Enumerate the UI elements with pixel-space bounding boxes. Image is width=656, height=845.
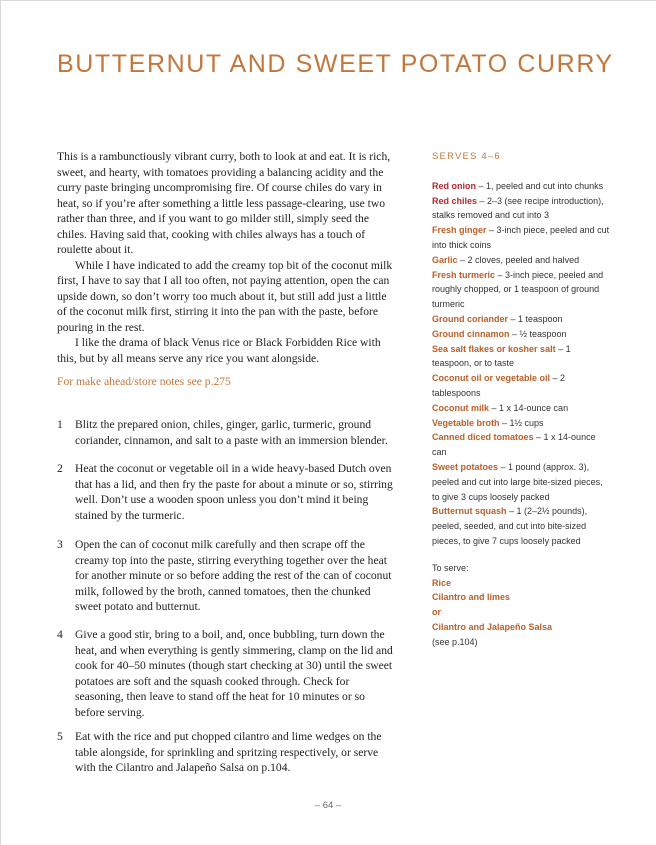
ingredient-item [432,253,612,268]
ingredient-detail: – 1 x 14-ounce can [432,432,596,458]
ingredient-detail: – 3-inch piece, peeled and cut into thick coins [432,225,610,250]
serve-item: or [432,607,441,618]
step-text: Eat with the rice and put chopped cilantro and lime wedges on the table alongside, for sprinkling and spritzing respectively, or serve with the Cilantro and Jalapeño Salsa on p.104. [75,730,382,775]
ingredient-item [432,268,612,312]
ingredient-detail: – 2–3 (see recipe introduction), stalks removed and cut into 3 [432,195,604,221]
ingredient-name: Sea salt flakes or kosher salt [432,343,556,354]
to-serve-label: To serve: [432,562,469,573]
ingredient-detail: – 1 pound (approx. 3), peeled and cut into large bite-sized pieces, to give 3 cups loosely packed [432,461,603,502]
step-number: 2 [57,462,63,475]
ingredient-name: Fresh turmeric [432,269,496,280]
ingredient-name: Garlic [432,254,458,265]
ingredient-detail: – 3-inch piece, peeled and roughly chopped, or 1 teaspoon of ground turmeric [432,269,604,310]
ingredient-detail: – 2 cloves, peeled and halved [457,254,580,265]
ingredient-name: Coconut milk [432,402,490,413]
step-number: 1 [57,418,63,431]
ingredient-detail: – 1 teaspoon [508,313,563,324]
step-number: 4 [57,628,63,641]
method-step [57,417,397,448]
ingredient-name: Coconut oil or vegetable oil [432,373,551,384]
step-text: Blitz the prepared onion, chiles, ginger, garlic, turmeric, ground coriander, cinnamon, and salt to a paste with an immersion blender. [75,418,388,447]
step-text: Open the can of coconut milk carefully and then scrape off the creamy top into the paste, stirring everything together over the heat for another minute or so before adding the rest of the can of coconut milk, followed by the broth, canned tomatoes, then the chunked sweet potato and butternut. [75,538,392,614]
ingredient-item [432,401,612,416]
ingredients-sidebar [432,150,612,650]
page-border-left [0,0,1,845]
ingredient-name: Sweet potatoes [432,461,499,472]
ingredient-item [432,342,612,372]
ingredient-item [432,223,612,253]
make-ahead-note: For make ahead/store notes see p.275 [57,375,231,388]
ingredient-detail: – 1½ cups [499,417,544,428]
method-step [57,461,397,523]
ingredient-item [432,460,612,504]
serve-reference: (see p.104) [432,636,478,647]
step-number: 3 [57,538,63,551]
ingredient-item [432,179,612,194]
ingredient-item [432,416,612,431]
serves-label: SERVES 4–6 [432,151,501,162]
ingredient-detail: – ½ teaspoon [509,328,567,339]
intro-paragraph: While I have indicated to add the creamy top bit of the coconut milk first, I have to say that I all too often, not paying attention, open the can upside down, so don’t worry too much about it, but still add just a little of the coconut milk first, stirring it into the pan with the paste, before pouring in the rest. [57,258,393,334]
intro-paragraph: I like the drama of black Venus rice or Black Forbidden Rice with this, but by all means serve any rice you want alongside. [57,336,381,365]
serve-item: Cilantro and Jalapeño Salsa [432,621,553,632]
serve-item: Cilantro and limes [432,592,511,603]
ingredient-detail: – 2 tablespoons [432,373,566,398]
ingredient-item [432,327,612,342]
step-number: 5 [57,730,63,743]
ingredient-detail: – 1 teaspoon, or to taste [432,343,571,369]
ingredient-name: Ground cinnamon [432,328,510,339]
ingredient-name: Fresh ginger [432,225,487,236]
method-step [57,729,397,776]
step-text: Give a good stir, bring to a boil, and, once bubbling, turn down the heat, and when everything is gently simmering, clamp on the lid and cook for 40–50 minutes (though start checking at 30) until the sweet potatoes are soft and the squash cooked through. Check for seasoning, then leave to stand off the heat for 10 minutes or so before serving. [75,628,393,719]
method-step [57,537,397,615]
ingredient-detail: – 1 (2–2½ pounds), peeled, seeded, and cut into bite-sized pieces, to give 7 cups loosely packed [432,506,588,546]
ingredient-item [432,504,612,548]
page-border-top [0,0,656,1]
intro-text [57,149,397,366]
ingredient-name: Butternut squash [432,506,507,517]
ingredient-name: Ground coriander [432,313,509,324]
ingredient-name: Red chiles [432,195,478,206]
ingredient-item [432,312,612,327]
ingredient-item [432,371,612,401]
ingredient-name: Vegetable broth [432,417,500,428]
step-text: Heat the coconut or vegetable oil in a wide heavy-based Dutch oven that has a lid, and then fry the paste for about a minute or so, stirring well. Don’t use a wooden spoon unless you don’t mind it being stained by the turmeric. [75,462,393,522]
recipe-title: BUTTERNUT AND SWEET POTATO CURRY [57,50,614,78]
method-step [57,627,397,721]
intro-paragraph: This is a rambunctiously vibrant curry, both to look at and eat. It is rich, sweet, and hearty, with tomatoes providing a balancing acidity and the curry paste bringing uncompromising fire. Of course chiles do vary in heat, so if you’re after something a little less passage-clearing, use two rather than three, and if you want to go milder still, simply seed the chiles. Having said that, cooking with chiles always has a touch of roulette about it. [57,150,391,256]
page-number: – 64 – [314,800,342,811]
ingredient-item [432,194,612,224]
ingredient-item [432,430,612,460]
ingredient-name: Canned diced tomatoes [432,432,534,443]
ingredient-detail: – 1 x 14-ounce can [489,402,569,413]
ingredient-name: Red onion [432,180,476,191]
ingredient-detail: – 1, peeled and cut into chunks [476,180,604,191]
serve-item: Rice [432,577,452,588]
